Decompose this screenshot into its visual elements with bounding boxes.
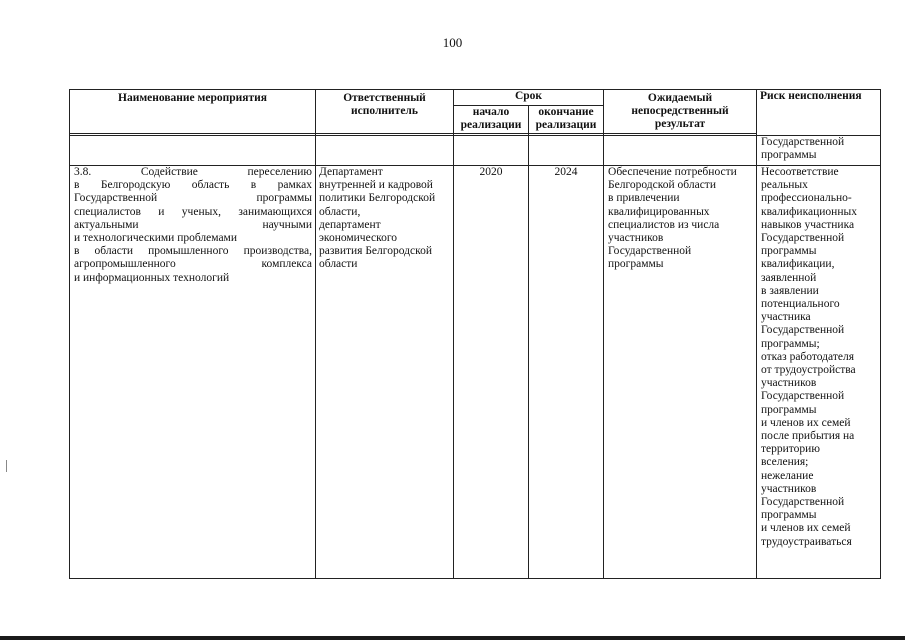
text-line: политики Белгородской: [319, 192, 436, 205]
text-line: Департамент: [319, 166, 383, 178]
text-line: Государственной: [761, 390, 845, 403]
text-line: Несоответствие: [761, 166, 839, 178]
executor-text: [319, 166, 450, 272]
header-start: начало реализации: [454, 106, 529, 134]
carryover-empty: [70, 136, 316, 166]
text-line: заявленной: [761, 271, 817, 284]
text-line: участников: [761, 377, 817, 390]
measure-name: [74, 166, 312, 285]
text-line: Государственной: [608, 245, 692, 258]
text-line: и членов их семей: [761, 522, 851, 535]
risk-text: [761, 166, 877, 549]
text-line: трудоустраиваться: [761, 535, 852, 548]
text-line: внутренней и кадровой: [319, 179, 433, 192]
header-risk-label: Риск неисполнения: [760, 90, 862, 102]
text-line: вселения;: [761, 456, 809, 469]
end-year: 2024: [529, 166, 604, 579]
text-line: квалификации,: [761, 258, 835, 271]
text-line: квалифицированных: [608, 205, 710, 218]
text-line: программы: [608, 258, 664, 271]
risk-cell: [757, 166, 881, 579]
text-line: экономического: [319, 232, 398, 245]
measure-name-cell: [70, 166, 316, 579]
header-risk: [757, 90, 881, 136]
text-line: Государственной: [761, 136, 845, 148]
executor-cell: [316, 166, 454, 579]
text-line: специалистов из числа: [608, 218, 720, 231]
text-line: области: [319, 258, 358, 271]
page-number: 100: [442, 35, 463, 50]
text-line: участников: [608, 232, 664, 245]
text-line: Государственной программы: [74, 192, 312, 205]
text-line: Белгородской области: [608, 179, 716, 192]
text-line: в заявлении: [761, 284, 819, 297]
text-line: в Белгородскую область в рамках: [74, 179, 312, 192]
text-line: реальных: [761, 179, 808, 192]
text-line: территорию: [761, 443, 820, 456]
text-line: нежелание: [761, 469, 814, 482]
text-line: департамент: [319, 218, 381, 231]
text-line: программы: [761, 403, 817, 416]
text-line: специалистов и ученых, занимающихся: [74, 205, 312, 218]
measures-table: [69, 89, 881, 579]
carryover-empty: [529, 136, 604, 166]
carryover-empty: [454, 136, 529, 166]
result-text: [608, 166, 753, 272]
text-line: от трудоустройства: [761, 364, 856, 377]
text-line: области,: [319, 205, 361, 218]
carryover-risk: [761, 136, 877, 162]
text-line: и информационных технологий: [74, 271, 230, 284]
header-name: Наименование мероприятия: [70, 90, 316, 134]
text-line: профессионально-: [761, 192, 852, 205]
header-result: Ожидаемый непосредственный результат: [604, 90, 757, 134]
text-line: отказ работодателя: [761, 350, 854, 363]
text-line: после прибытия на: [761, 430, 855, 443]
text-line: программы: [761, 149, 817, 162]
text-line: и членов их семей: [761, 416, 851, 429]
text-line: и технологическими проблемами: [74, 232, 237, 245]
text-line: Государственной: [761, 496, 845, 509]
text-line: в привлечении: [608, 192, 680, 205]
header-executor: Ответственный исполнитель: [316, 90, 454, 134]
text-line: в области промышленного производства,: [74, 245, 312, 258]
text-line: потенциального: [761, 298, 840, 311]
carryover-risk-cell: [757, 136, 881, 166]
text-line: участника: [761, 311, 811, 324]
text-line: участников: [761, 482, 817, 495]
carryover-empty: [604, 136, 757, 166]
text-line: навыков участника: [761, 218, 855, 231]
start-year: 2020: [454, 166, 529, 579]
result-cell: [604, 166, 757, 579]
scan-bottom-edge: [0, 636, 905, 640]
text-line: Государственной: [761, 324, 845, 337]
scan-artifact: [6, 460, 7, 472]
text-line: актуальными научными: [74, 218, 312, 231]
text-line: 3.8. Содействие переселению: [74, 166, 312, 178]
text-line: программы: [761, 509, 817, 522]
text-line: программы: [761, 245, 817, 258]
text-line: Государственной: [761, 232, 845, 245]
header-end: окончание реализации: [529, 106, 604, 134]
text-line: квалификационных: [761, 205, 857, 218]
text-line: агропромышленного комплекса: [74, 258, 312, 271]
carryover-empty: [316, 136, 454, 166]
header-term: Срок: [454, 90, 604, 106]
text-line: программы;: [761, 337, 820, 350]
text-line: Обеспечение потребности: [608, 166, 737, 178]
text-line: развития Белгородской: [319, 245, 432, 258]
